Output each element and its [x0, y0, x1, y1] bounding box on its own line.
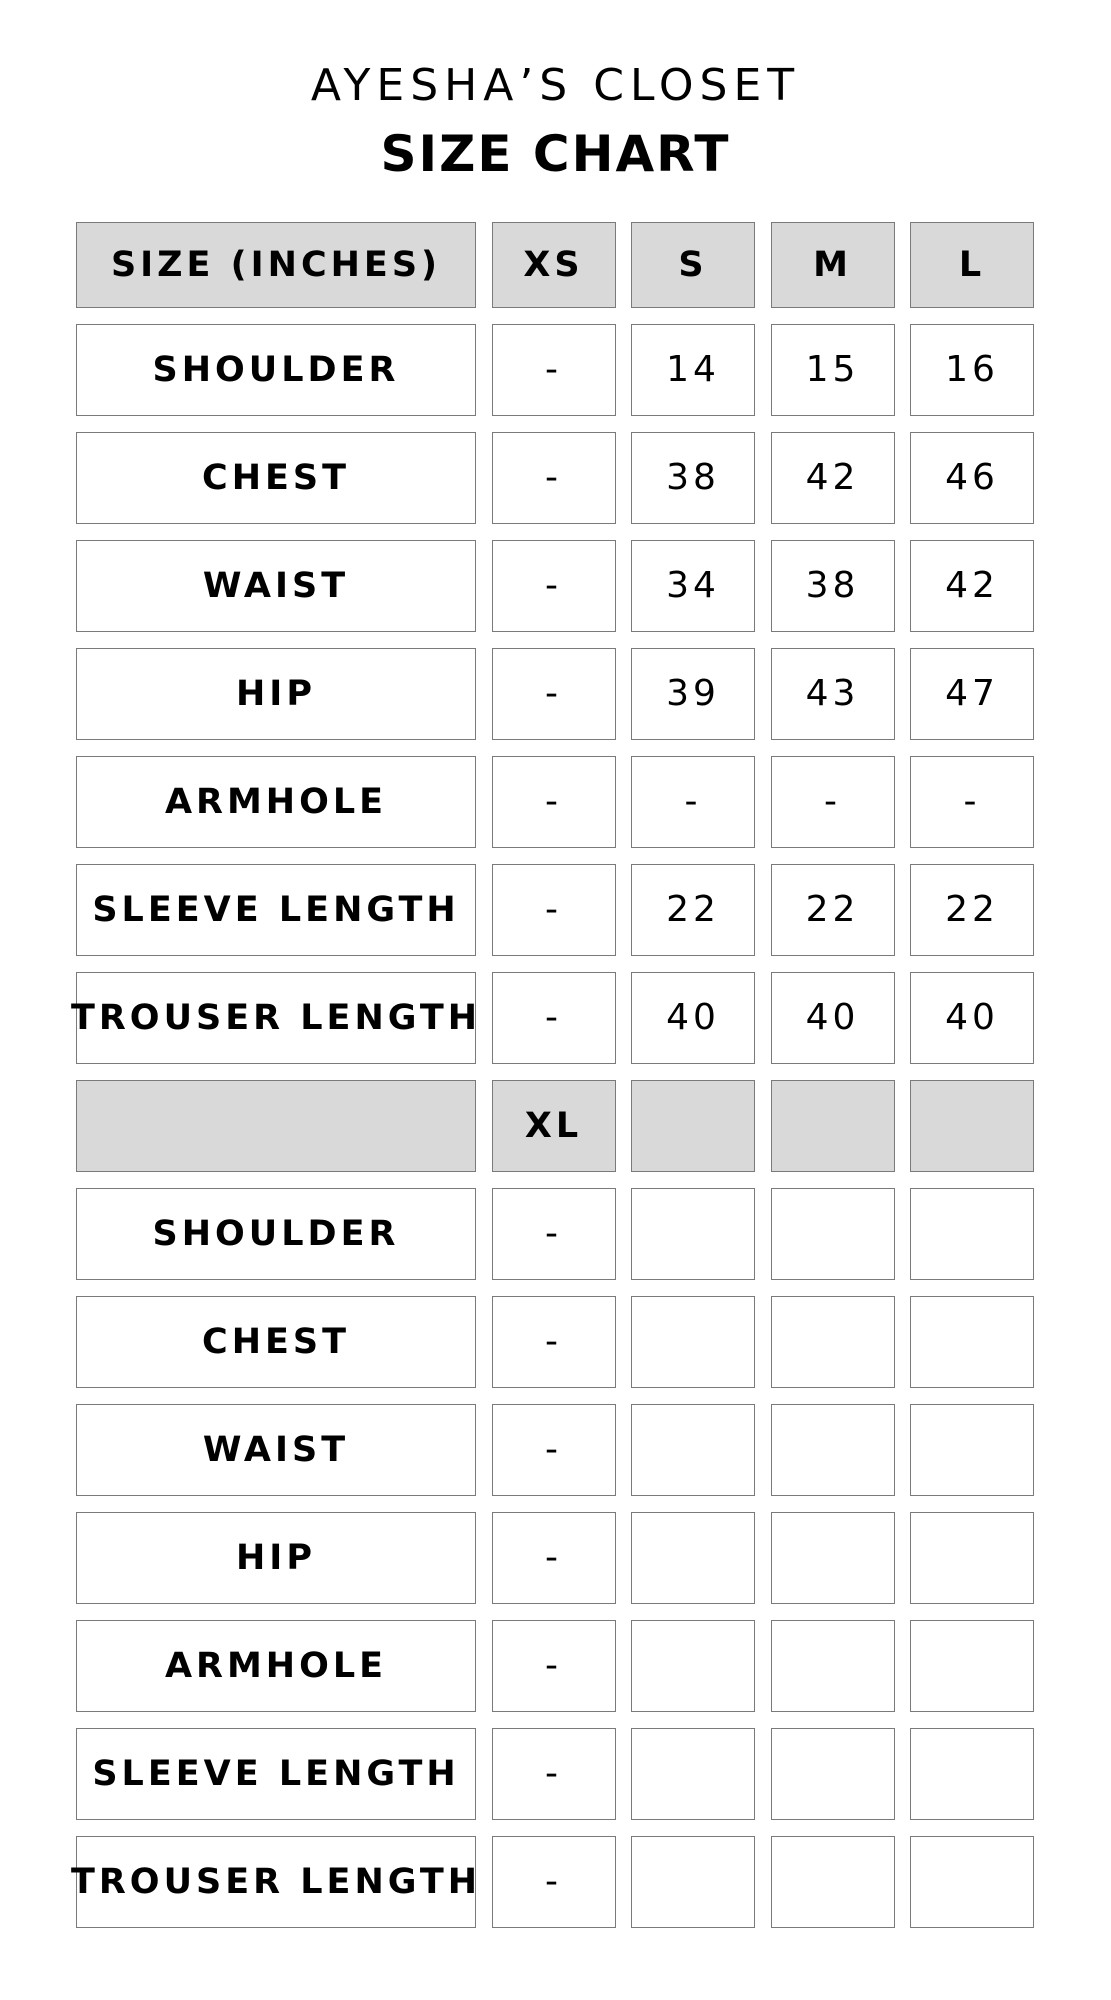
table-cell	[771, 1512, 895, 1605]
table-cell	[910, 1296, 1034, 1389]
column-header-xl: XL	[492, 1080, 616, 1173]
table-cell: 40	[771, 972, 895, 1065]
brand-name: AYESHA’S CLOSET	[310, 60, 801, 111]
table-cell	[910, 1188, 1034, 1281]
row-label-chest: CHEST	[76, 1296, 476, 1389]
table-cell: 46	[910, 432, 1034, 525]
table-cell	[771, 1836, 895, 1929]
table-cell	[771, 1728, 895, 1821]
table-cell: -	[492, 1512, 616, 1605]
table-cell: 22	[771, 864, 895, 957]
table-cell: -	[910, 756, 1034, 849]
table-cell: -	[492, 1296, 616, 1389]
column-header-s: S	[631, 222, 755, 308]
row-label-shoulder: SHOULDER	[76, 1188, 476, 1281]
table-cell: 40	[631, 972, 755, 1065]
table-cell: 22	[910, 864, 1034, 957]
table-cell	[771, 1296, 895, 1389]
table-cell: -	[492, 324, 616, 417]
column-header-l: L	[910, 222, 1034, 308]
table-cell: 43	[771, 648, 895, 741]
table-cell: -	[492, 972, 616, 1065]
table-cell: 38	[771, 540, 895, 633]
page-title: SIZE CHART	[380, 125, 731, 183]
row-label-sleeve-length: SLEEVE LENGTH	[76, 1728, 476, 1821]
size-chart-table	[70, 222, 1034, 1928]
row-label-chest: CHEST	[76, 432, 476, 525]
table-cell: 34	[631, 540, 755, 633]
table-cell: 15	[771, 324, 895, 417]
table-cell	[631, 1620, 755, 1713]
table-cell: -	[492, 1404, 616, 1497]
table-cell	[771, 1404, 895, 1497]
column-header-blank	[910, 1080, 1034, 1173]
table-cell: 42	[910, 540, 1034, 633]
row-label-hip: HIP	[76, 1512, 476, 1605]
table-cell: -	[492, 432, 616, 525]
table-cell: 22	[631, 864, 755, 957]
table-cell	[631, 1836, 755, 1929]
table-cell	[771, 1188, 895, 1281]
table-cell	[631, 1188, 755, 1281]
column-header-blank	[771, 1080, 895, 1173]
row-label-shoulder: SHOULDER	[76, 324, 476, 417]
table-cell: -	[492, 1728, 616, 1821]
table-cell: 38	[631, 432, 755, 525]
column-header-xs: XS	[492, 222, 616, 308]
table-cell: 42	[771, 432, 895, 525]
column-header-blank	[76, 1080, 476, 1173]
table-cell: -	[492, 540, 616, 633]
row-label-hip: HIP	[76, 648, 476, 741]
table-cell: -	[492, 648, 616, 741]
table-cell: 40	[910, 972, 1034, 1065]
row-label-trouser-length: TROUSER LENGTH	[76, 1836, 476, 1929]
table-cell: 39	[631, 648, 755, 741]
row-label-waist: WAIST	[76, 540, 476, 633]
table-cell	[631, 1404, 755, 1497]
row-label-trouser-length: TROUSER LENGTH	[76, 972, 476, 1065]
table-cell	[631, 1296, 755, 1389]
column-header-m: M	[771, 222, 895, 308]
table-cell: -	[492, 756, 616, 849]
table-cell	[910, 1836, 1034, 1929]
table-cell	[910, 1404, 1034, 1497]
table-cell: -	[492, 1620, 616, 1713]
table-cell: -	[492, 1188, 616, 1281]
table-cell	[910, 1512, 1034, 1605]
table-cell	[771, 1620, 895, 1713]
row-label-waist: WAIST	[76, 1404, 476, 1497]
column-header-blank	[631, 1080, 755, 1173]
table-cell: -	[492, 1836, 616, 1929]
table-cell: 14	[631, 324, 755, 417]
table-cell	[631, 1512, 755, 1605]
column-header-size-inches: SIZE (INCHES)	[76, 222, 476, 308]
table-cell: -	[771, 756, 895, 849]
table-cell	[910, 1728, 1034, 1821]
table-cell: -	[492, 864, 616, 957]
row-label-armhole: ARMHOLE	[76, 756, 476, 849]
row-label-armhole: ARMHOLE	[76, 1620, 476, 1713]
table-cell: -	[631, 756, 755, 849]
table-cell: 16	[910, 324, 1034, 417]
table-cell	[910, 1620, 1034, 1713]
table-cell	[631, 1728, 755, 1821]
table-cell: 47	[910, 648, 1034, 741]
row-label-sleeve-length: SLEEVE LENGTH	[76, 864, 476, 957]
